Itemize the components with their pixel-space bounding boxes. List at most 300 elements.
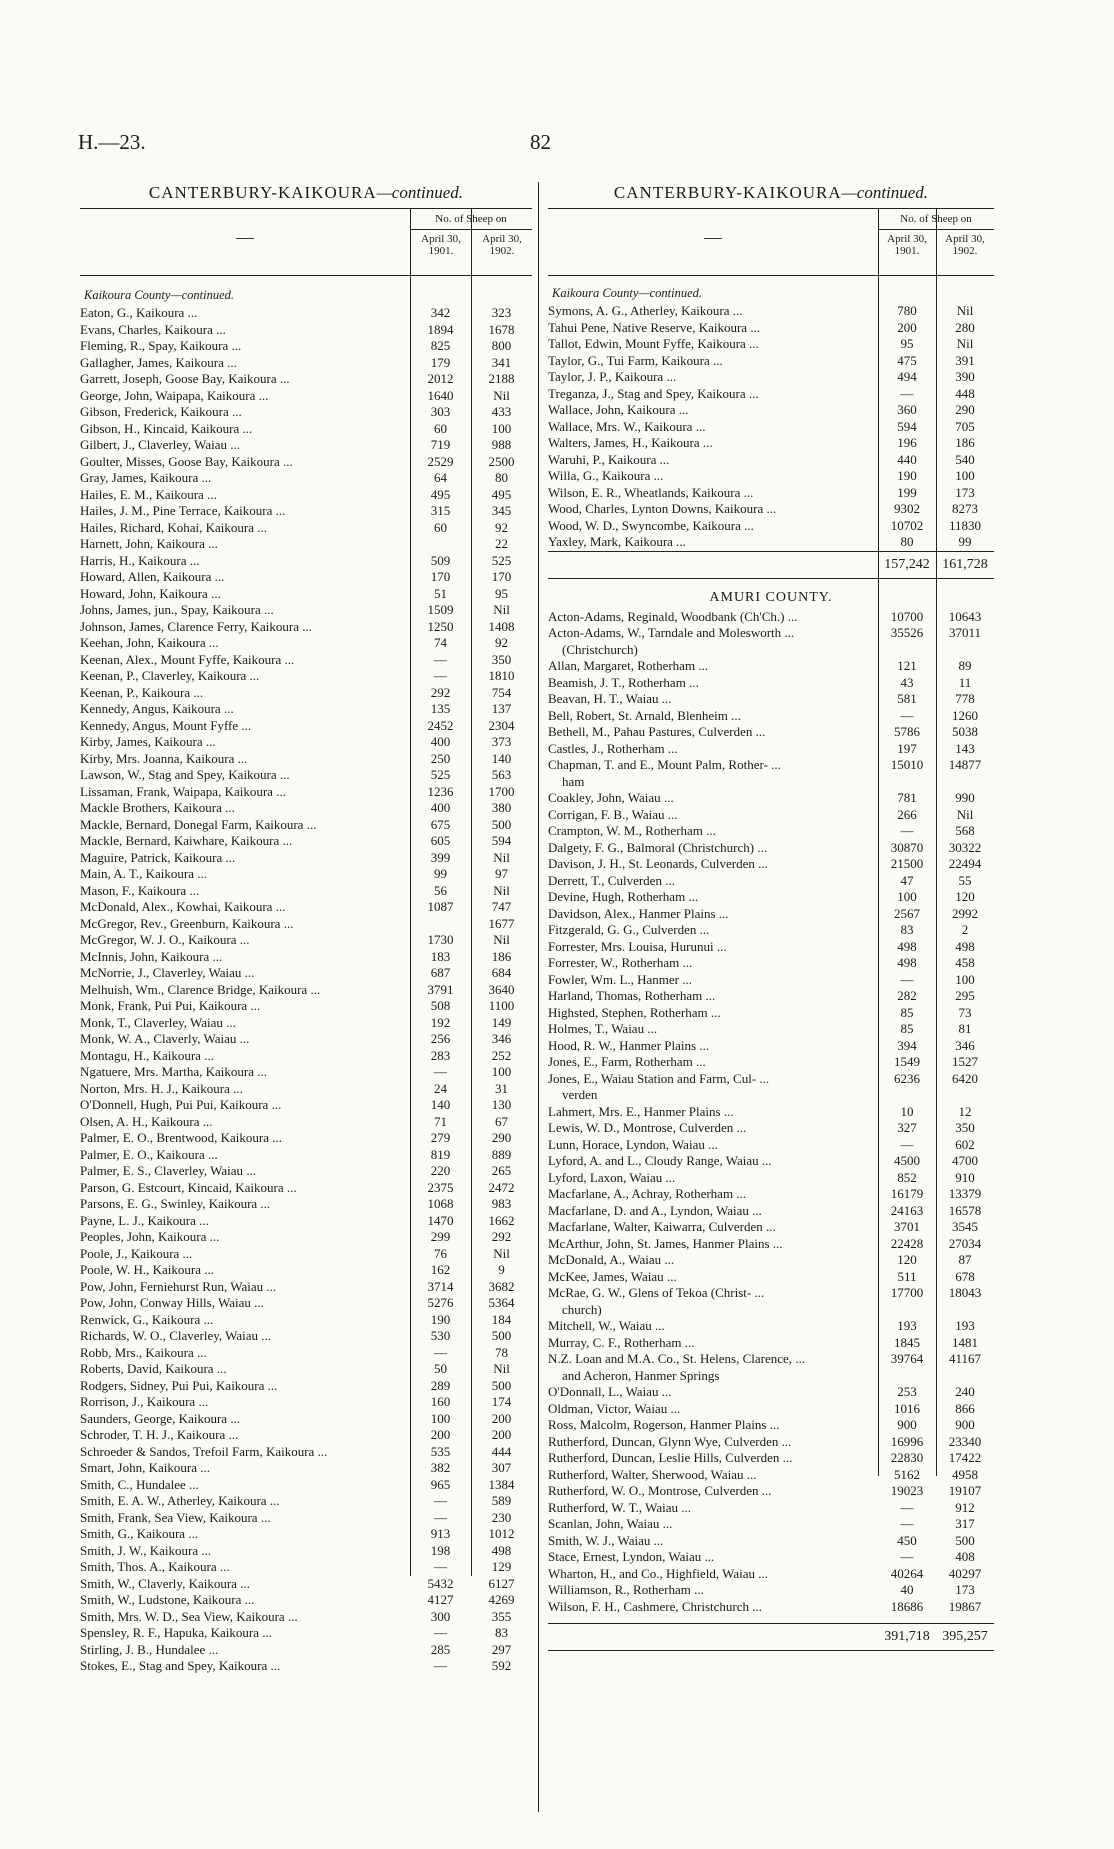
sheep-1901: 22830 bbox=[890, 1450, 924, 1465]
sheep-1902: 889 bbox=[491, 1146, 512, 1162]
owner-name: Lunn, Horace, Lyndon, Waiau ... bbox=[548, 1137, 876, 1154]
sheep-1901: 19023 bbox=[890, 1483, 924, 1498]
sheep-1901: 1087 bbox=[427, 899, 454, 914]
sheep-1901: 965 bbox=[430, 1476, 451, 1492]
sheep-1901: 5786 bbox=[894, 724, 920, 739]
sheep-1901: 183 bbox=[430, 948, 451, 964]
owner-name: McRae, G. W., Glens of Tekoa (Christ- ... bbox=[548, 1285, 876, 1302]
sheep-1901: 51 bbox=[434, 585, 447, 601]
sheep-1902: 500 bbox=[491, 816, 512, 832]
sheep-1902: 81 bbox=[958, 1021, 972, 1036]
table-row bbox=[80, 454, 532, 471]
sheep-1902: 186 bbox=[491, 948, 512, 964]
sheep-1902: 1700 bbox=[488, 783, 515, 799]
table-row bbox=[548, 468, 994, 485]
sheep-1901: 852 bbox=[897, 1169, 917, 1185]
sheep-1901: 605 bbox=[430, 833, 451, 848]
table-row bbox=[548, 1434, 994, 1451]
sheep-1901: 303 bbox=[430, 404, 451, 419]
sheep-1902: 11 bbox=[958, 674, 972, 690]
owner-name: Hailes, E. M., Kaikoura ... bbox=[80, 487, 408, 504]
table-row bbox=[548, 386, 994, 403]
owner-name: Lahmert, Mrs. E., Hanmer Plains ... bbox=[548, 1104, 876, 1121]
sheep-1901: 1236 bbox=[427, 783, 454, 799]
sheep-1901: 399 bbox=[430, 849, 451, 865]
owner-name: Stirling, J. B., Hundalee ... bbox=[80, 1642, 408, 1659]
table-row bbox=[80, 866, 532, 883]
table-row bbox=[80, 1081, 532, 1098]
sheep-1901: 198 bbox=[430, 1542, 451, 1558]
owner-name: Jones, E., Waiau Station and Farm, Cul- ... bbox=[548, 1071, 876, 1088]
table-row bbox=[548, 741, 994, 758]
page-number: 82 bbox=[530, 130, 551, 154]
sheep-1901: 95 bbox=[900, 336, 914, 351]
sheep-1902: 174 bbox=[491, 1394, 512, 1409]
sheep-1902: 130 bbox=[491, 1097, 512, 1112]
table-row bbox=[548, 873, 994, 890]
owner-name: Forrester, Mrs. Louisa, Hurunui ... bbox=[548, 939, 876, 956]
owner-name: Highsted, Stephen, Rotherham ... bbox=[548, 1005, 876, 1022]
sheep-1902: 341 bbox=[491, 354, 512, 370]
table-row bbox=[80, 767, 532, 784]
table-row bbox=[80, 1312, 532, 1329]
table-row bbox=[80, 586, 532, 603]
owner-name: Spensley, R. F., Hapuka, Kaikoura ... bbox=[80, 1625, 408, 1642]
sheep-1902: 910 bbox=[955, 1169, 975, 1185]
sheep-1901: 190 bbox=[897, 468, 917, 483]
sheep-1902: 31 bbox=[495, 1080, 508, 1096]
owner-name: Walters, James, H., Kaikoura ... bbox=[548, 435, 876, 452]
table-row bbox=[548, 724, 994, 741]
header-dash: — bbox=[704, 227, 722, 247]
sheep-1902: 5364 bbox=[488, 1295, 515, 1310]
table-row bbox=[80, 850, 532, 867]
sheep-1901: 475 bbox=[897, 352, 917, 368]
table-row bbox=[80, 1279, 532, 1296]
owner-name: Rorrison, J., Kaikoura ... bbox=[80, 1394, 408, 1411]
table-row bbox=[80, 503, 532, 520]
sheep-1902: 448 bbox=[955, 385, 975, 401]
sheep-1901: — bbox=[434, 668, 447, 683]
owner-name: Renwick, G., Kaikoura ... bbox=[80, 1312, 408, 1329]
sheep-1902: 295 bbox=[955, 988, 975, 1003]
table-row bbox=[548, 1219, 994, 1236]
owner-name: Smart, John, Kaikoura ... bbox=[80, 1460, 408, 1477]
total-1902: 395,257 bbox=[942, 1629, 988, 1644]
owner-name: Keenan, P., Claverley, Kaikoura ... bbox=[80, 668, 408, 685]
sheep-1902: Nil bbox=[956, 806, 974, 822]
table-row bbox=[548, 1566, 994, 1583]
sheep-1902: 458 bbox=[955, 955, 975, 970]
owner-name: Peoples, John, Kaikoura ... bbox=[80, 1229, 408, 1246]
sheep-1902: 9 bbox=[498, 1262, 505, 1277]
owner-name: Mackle Brothers, Kaikoura ... bbox=[80, 800, 408, 817]
sheep-1901: 135 bbox=[430, 701, 451, 716]
sheep-1902: 540 bbox=[955, 451, 975, 467]
table-row bbox=[548, 1120, 994, 1137]
sheep-1901: 74 bbox=[434, 635, 447, 650]
sheep-1901: — bbox=[434, 1344, 447, 1360]
left-column bbox=[80, 182, 532, 1675]
owner-name: Rutherford, Duncan, Glynn Wye, Culverden ... bbox=[548, 1434, 876, 1451]
sheep-1901: 190 bbox=[430, 1311, 451, 1327]
table-row bbox=[548, 1153, 994, 1170]
owner-name: Gibson, H., Kincaid, Kaikoura ... bbox=[80, 421, 408, 438]
owner-name: Palmer, E. O., Kaikoura ... bbox=[80, 1147, 408, 1164]
table-row bbox=[80, 883, 532, 900]
owner-name: Taylor, J. P., Kaikoura ... bbox=[548, 369, 876, 386]
table-row bbox=[548, 807, 994, 824]
sheep-1902: 80 bbox=[495, 470, 508, 485]
owner-name: Devine, Hugh, Rotherham ... bbox=[548, 889, 876, 906]
owner-name: Smith, W., Ludstone, Kaikoura ... bbox=[80, 1592, 408, 1609]
sheep-1901: 76 bbox=[434, 1245, 447, 1261]
sheep-1901: 85 bbox=[900, 1021, 914, 1036]
header-dash: — bbox=[236, 227, 254, 247]
owner-name: Melhuish, Wm., Clarence Bridge, Kaikoura ... bbox=[80, 982, 408, 999]
sheep-1901: 5276 bbox=[427, 1295, 454, 1310]
sheep-1901: 47 bbox=[900, 872, 914, 888]
sheep-1901: 60 bbox=[434, 519, 447, 535]
sheep-1902: 498 bbox=[955, 938, 975, 954]
owner-name: Smith, J. W., Kaikoura ... bbox=[80, 1543, 408, 1560]
sheep-1901: 4500 bbox=[894, 1153, 920, 1168]
owner-name: Smith, C., Hundalee ... bbox=[80, 1477, 408, 1494]
table-row bbox=[80, 553, 532, 570]
owner-name: Goulter, Misses, Goose Bay, Kaikoura ... bbox=[80, 454, 408, 471]
table-row bbox=[548, 353, 994, 370]
sheep-1902: 390 bbox=[955, 369, 975, 384]
owner-name: Poole, W. H., Kaikoura ... bbox=[80, 1262, 408, 1279]
sheep-1902: 100 bbox=[491, 420, 512, 436]
sheep-1901: 2452 bbox=[427, 717, 454, 733]
table-row bbox=[80, 1246, 532, 1263]
owner-name: Lissaman, Frank, Waipapa, Kaikoura ... bbox=[80, 784, 408, 801]
table-row bbox=[548, 1384, 994, 1401]
owner-name: Palmer, E. O., Brentwood, Kaikoura ... bbox=[80, 1130, 408, 1147]
sheep-1902: 27034 bbox=[948, 1235, 982, 1251]
sheep-1901: 530 bbox=[430, 1328, 451, 1343]
left-column-title: CANTERBURY-KAIKOURA—continued. bbox=[148, 183, 464, 202]
sheep-1901: 5162 bbox=[894, 1466, 920, 1482]
owner-name: Hailes, J. M., Pine Terrace, Kaikoura ... bbox=[80, 503, 408, 520]
owner-name: Kirby, Mrs. Joanna, Kaikoura ... bbox=[80, 751, 408, 768]
table-row bbox=[80, 800, 532, 817]
sheep-1901: 1640 bbox=[427, 387, 454, 403]
owner-name: (Christchurch) bbox=[562, 641, 638, 657]
owner-name: Holmes, T., Waiau ... bbox=[548, 1021, 876, 1038]
table-row bbox=[548, 856, 994, 873]
sheep-1902: 292 bbox=[491, 1229, 512, 1244]
sheep-1902: 14877 bbox=[948, 757, 982, 772]
sheep-1901: 594 bbox=[897, 418, 917, 434]
sheep-1901: — bbox=[434, 1658, 447, 1673]
table-row bbox=[548, 1483, 994, 1500]
table-row bbox=[548, 1351, 994, 1368]
kaikoura-total-row bbox=[548, 551, 994, 579]
owner-name: Mackle, Bernard, Kaiwhare, Kaikoura ... bbox=[80, 833, 408, 850]
table-row bbox=[548, 1582, 994, 1599]
sheep-1902: 525 bbox=[491, 552, 512, 568]
sheep-1901: 64 bbox=[434, 470, 447, 485]
owner-name: O'Donnell, Hugh, Pui Pui, Kaikoura ... bbox=[80, 1097, 408, 1114]
sheep-1901: 17700 bbox=[890, 1285, 924, 1300]
sheep-1901: 256 bbox=[430, 1031, 451, 1046]
sheep-1901: — bbox=[434, 1509, 447, 1525]
sheep-1901: 250 bbox=[430, 750, 451, 766]
table-row bbox=[80, 998, 532, 1015]
table-row bbox=[548, 889, 994, 906]
table-row bbox=[80, 619, 532, 636]
sheep-1902: 1260 bbox=[952, 707, 978, 723]
table-row bbox=[80, 652, 532, 669]
sheep-1902: 3682 bbox=[488, 1278, 515, 1294]
owner-name: Monk, W. A., Claverly, Waiau ... bbox=[80, 1031, 408, 1048]
owner-name: ham bbox=[562, 773, 585, 789]
sheep-1902: Nil bbox=[493, 387, 510, 403]
table-row bbox=[548, 419, 994, 436]
header-1901: April 30, 1901. bbox=[421, 233, 461, 257]
sheep-1901: 581 bbox=[897, 691, 917, 706]
owner-name: Smith, E. A. W., Atherley, Kaikoura ... bbox=[80, 1493, 408, 1510]
table-row bbox=[548, 1236, 994, 1253]
table-row bbox=[548, 1318, 994, 1335]
sheep-1902: 10643 bbox=[948, 608, 982, 624]
owner-name: Smith, G., Kaikoura ... bbox=[80, 1526, 408, 1543]
sheep-1902: 391 bbox=[955, 352, 975, 368]
table-row bbox=[80, 1130, 532, 1147]
sheep-1901: 10700 bbox=[890, 608, 924, 624]
sheep-1901: 2012 bbox=[427, 371, 454, 386]
header-group-label: No. of Sheep on bbox=[900, 213, 972, 225]
sheep-1901: 199 bbox=[897, 484, 917, 500]
sheep-1901: — bbox=[434, 1064, 447, 1079]
sheep-1902: 866 bbox=[955, 1400, 975, 1416]
sheep-1901: 675 bbox=[430, 816, 451, 832]
sheep-1902: 252 bbox=[491, 1047, 512, 1063]
sheep-1901: — bbox=[900, 1549, 914, 1564]
owner-name: Acton-Adams, W., Tarndale and Molesworth ... bbox=[548, 625, 876, 642]
table-row bbox=[548, 840, 994, 857]
sheep-1901: — bbox=[900, 1516, 914, 1531]
sheep-1901: 282 bbox=[897, 988, 917, 1003]
header-1901: April 30, 1901. bbox=[887, 233, 927, 257]
table-row bbox=[548, 1533, 994, 1550]
sheep-1902: 323 bbox=[491, 305, 512, 320]
sheep-1901: 315 bbox=[430, 503, 451, 518]
sheep-1902: 3640 bbox=[488, 981, 515, 997]
owner-name: Crampton, W. M., Rotherham ... bbox=[548, 823, 876, 840]
owner-name: Beamish, J. T., Rotherham ... bbox=[548, 675, 876, 692]
owner-name: Oldman, Victor, Waiau ... bbox=[548, 1401, 876, 1418]
table-row bbox=[80, 965, 532, 982]
sheep-1901: 327 bbox=[897, 1120, 917, 1135]
sheep-1902: 1481 bbox=[952, 1334, 978, 1350]
table-row bbox=[548, 518, 994, 535]
table-row bbox=[80, 1015, 532, 1032]
table-row bbox=[548, 1186, 994, 1203]
table-row bbox=[80, 355, 532, 372]
sheep-1901: 781 bbox=[897, 790, 917, 805]
sheep-1902: 6127 bbox=[488, 1575, 515, 1591]
table-row bbox=[80, 1460, 532, 1477]
owner-name: Schroeder & Sandos, Trefoil Farm, Kaikoura ... bbox=[80, 1444, 408, 1461]
table-row bbox=[548, 534, 994, 551]
sheep-1902: 13379 bbox=[948, 1186, 982, 1201]
owner-name: Macfarlane, D. and A., Lyndon, Waiau ... bbox=[548, 1203, 876, 1220]
sheep-1902: 1662 bbox=[488, 1212, 515, 1228]
sheep-1902: 444 bbox=[491, 1443, 512, 1459]
sheep-1902: 983 bbox=[491, 1196, 512, 1211]
sheep-1901: 40264 bbox=[890, 1565, 924, 1581]
sheep-1901: 24163 bbox=[890, 1202, 924, 1218]
sheep-1902: 265 bbox=[491, 1163, 512, 1178]
sheep-1902: 1408 bbox=[488, 618, 515, 634]
table-row bbox=[548, 906, 994, 923]
sheep-1902: 100 bbox=[955, 971, 975, 987]
sheep-1901: 21500 bbox=[890, 856, 924, 871]
owner-name: Harland, Thomas, Rotherham ... bbox=[548, 988, 876, 1005]
sheep-1901: 342 bbox=[430, 305, 451, 320]
sheep-1902: Nil bbox=[493, 932, 510, 947]
table-row bbox=[80, 833, 532, 850]
table-row bbox=[548, 939, 994, 956]
sheep-1901: 60 bbox=[434, 420, 447, 436]
table-row bbox=[80, 932, 532, 949]
owner-name: Smith, Thos. A., Kaikoura ... bbox=[80, 1559, 408, 1576]
table-row bbox=[80, 949, 532, 966]
table-row bbox=[548, 1170, 994, 1187]
sheep-1901: 498 bbox=[897, 955, 917, 970]
sheep-1901: 1549 bbox=[894, 1054, 920, 1069]
sheep-1902: 678 bbox=[955, 1268, 975, 1284]
sheep-1902: 100 bbox=[955, 468, 975, 483]
table-row bbox=[548, 435, 994, 452]
table-row bbox=[80, 899, 532, 916]
owner-name: Chapman, T. and E., Mount Palm, Rother- ... bbox=[548, 757, 876, 774]
table-row bbox=[80, 1295, 532, 1312]
sheep-1901: 495 bbox=[430, 486, 451, 502]
owner-name: McGregor, W. J. O., Kaikoura ... bbox=[80, 932, 408, 949]
owner-name: Tahui Pene, Native Reserve, Kaikoura ... bbox=[548, 320, 876, 337]
owner-name: Murray, C. F., Rotherham ... bbox=[548, 1335, 876, 1352]
owner-name: Smith, Frank, Sea View, Kaikoura ... bbox=[80, 1510, 408, 1527]
sheep-1901: 16179 bbox=[890, 1186, 924, 1201]
table-row bbox=[80, 1163, 532, 1180]
sheep-1901: 80 bbox=[900, 534, 914, 549]
table-row bbox=[548, 320, 994, 337]
table-row bbox=[548, 1038, 994, 1055]
sheep-1901: 18686 bbox=[890, 1598, 924, 1614]
owner-name: Ross, Malcolm, Rogerson, Hanmer Plains ... bbox=[548, 1417, 876, 1434]
right-column-title: CANTERBURY-KAIKOURA—continued. bbox=[613, 183, 929, 202]
owner-name: Smith, W. J., Waiau ... bbox=[548, 1533, 876, 1550]
sheep-1901: 50 bbox=[434, 1361, 447, 1376]
owner-name: Forrester, W., Rotherham ... bbox=[548, 955, 876, 972]
owner-name: Stace, Ernest, Lyndon, Waiau ... bbox=[548, 1549, 876, 1566]
owner-name: Garrett, Joseph, Goose Bay, Kaikoura ... bbox=[80, 371, 408, 388]
table-row bbox=[548, 1285, 994, 1302]
table-row bbox=[80, 1097, 532, 1114]
sheep-1901: 193 bbox=[897, 1318, 917, 1333]
table-row bbox=[80, 536, 532, 553]
owner-name: Rutherford, W. O., Montrose, Culverden ... bbox=[548, 1483, 876, 1500]
table-row bbox=[548, 1203, 994, 1220]
table-row bbox=[80, 1064, 532, 1081]
owner-name: Robb, Mrs., Kaikoura ... bbox=[80, 1345, 408, 1362]
table-row bbox=[80, 338, 532, 355]
sheep-1902: 705 bbox=[955, 418, 975, 434]
sheep-1901: 360 bbox=[897, 402, 917, 417]
sheep-1902: 149 bbox=[491, 1014, 512, 1030]
owner-name: Treganza, J., Stag and Spey, Kaikoura ... bbox=[548, 386, 876, 403]
sheep-1902: 92 bbox=[495, 519, 508, 535]
sheep-1901: — bbox=[900, 1499, 914, 1515]
sheep-1901: 687 bbox=[430, 965, 451, 980]
owner-name: Willa, G., Kaikoura ... bbox=[548, 468, 876, 485]
owner-name: Norton, Mrs. H. J., Kaikoura ... bbox=[80, 1081, 408, 1098]
table-row bbox=[80, 1229, 532, 1246]
table-row bbox=[80, 602, 532, 619]
sheep-1902: 4700 bbox=[952, 1153, 978, 1168]
sheep-1901: 170 bbox=[430, 569, 451, 584]
owner-name: Castles, J., Rotherham ... bbox=[548, 741, 876, 758]
sheep-1902: 67 bbox=[495, 1113, 508, 1129]
table-row bbox=[80, 701, 532, 718]
sheep-1902: 594 bbox=[491, 833, 512, 848]
sheep-1902: 184 bbox=[491, 1311, 512, 1327]
owner-name: Wallace, Mrs. W., Kaikoura ... bbox=[548, 419, 876, 436]
sheep-1902: 23340 bbox=[948, 1433, 982, 1449]
amuri-total-row bbox=[548, 1623, 994, 1651]
sheep-1902: 346 bbox=[955, 1037, 975, 1053]
sheep-1902: 8273 bbox=[952, 501, 978, 516]
sheep-1901: 9302 bbox=[894, 501, 920, 516]
sheep-1901: 825 bbox=[430, 338, 451, 353]
owner-name: Scanlan, John, Waiau ... bbox=[548, 1516, 876, 1533]
sheep-1901: 2567 bbox=[894, 905, 920, 921]
table-row bbox=[548, 452, 994, 469]
sheep-1901: 1068 bbox=[427, 1196, 454, 1211]
table-row bbox=[80, 1411, 532, 1428]
owner-name: Keehan, John, Kaikoura ... bbox=[80, 635, 408, 652]
owner-name: Johnson, James, Clarence Ferry, Kaikoura ... bbox=[80, 619, 408, 636]
left-table-body bbox=[80, 276, 532, 1675]
owner-name: and Acheron, Hanmer Springs bbox=[562, 1367, 720, 1383]
sheep-1902: 988 bbox=[491, 437, 512, 452]
owner-name: McGregor, Rev., Greenburn, Kaikoura ... bbox=[80, 916, 408, 933]
owner-name: Kennedy, Angus, Mount Fyffe ... bbox=[80, 718, 408, 735]
sheep-1901: 2529 bbox=[427, 453, 454, 469]
table-row bbox=[80, 982, 532, 999]
sheep-1901: 292 bbox=[430, 684, 451, 700]
table-row bbox=[80, 718, 532, 735]
owner-name: Evans, Charles, Kaikoura ... bbox=[80, 322, 408, 339]
table-row bbox=[548, 369, 994, 386]
owner-name: Derrett, T., Culverden ... bbox=[548, 873, 876, 890]
owner-name: McDonald, A., Waiau ... bbox=[548, 1252, 876, 1269]
sheep-1901: — bbox=[900, 823, 914, 838]
sheep-1902: 345 bbox=[491, 503, 512, 518]
left-table-header bbox=[80, 208, 532, 276]
right-table-body bbox=[548, 276, 994, 1651]
sheep-1901: 1250 bbox=[427, 618, 454, 634]
sheep-1902: 19107 bbox=[948, 1483, 982, 1498]
owner-name: Lyford, A. and L., Cloudy Range, Waiau ... bbox=[548, 1153, 876, 1170]
table-row bbox=[548, 1104, 994, 1121]
sheep-1901: 196 bbox=[897, 435, 917, 450]
sheep-1902: 137 bbox=[491, 701, 512, 716]
